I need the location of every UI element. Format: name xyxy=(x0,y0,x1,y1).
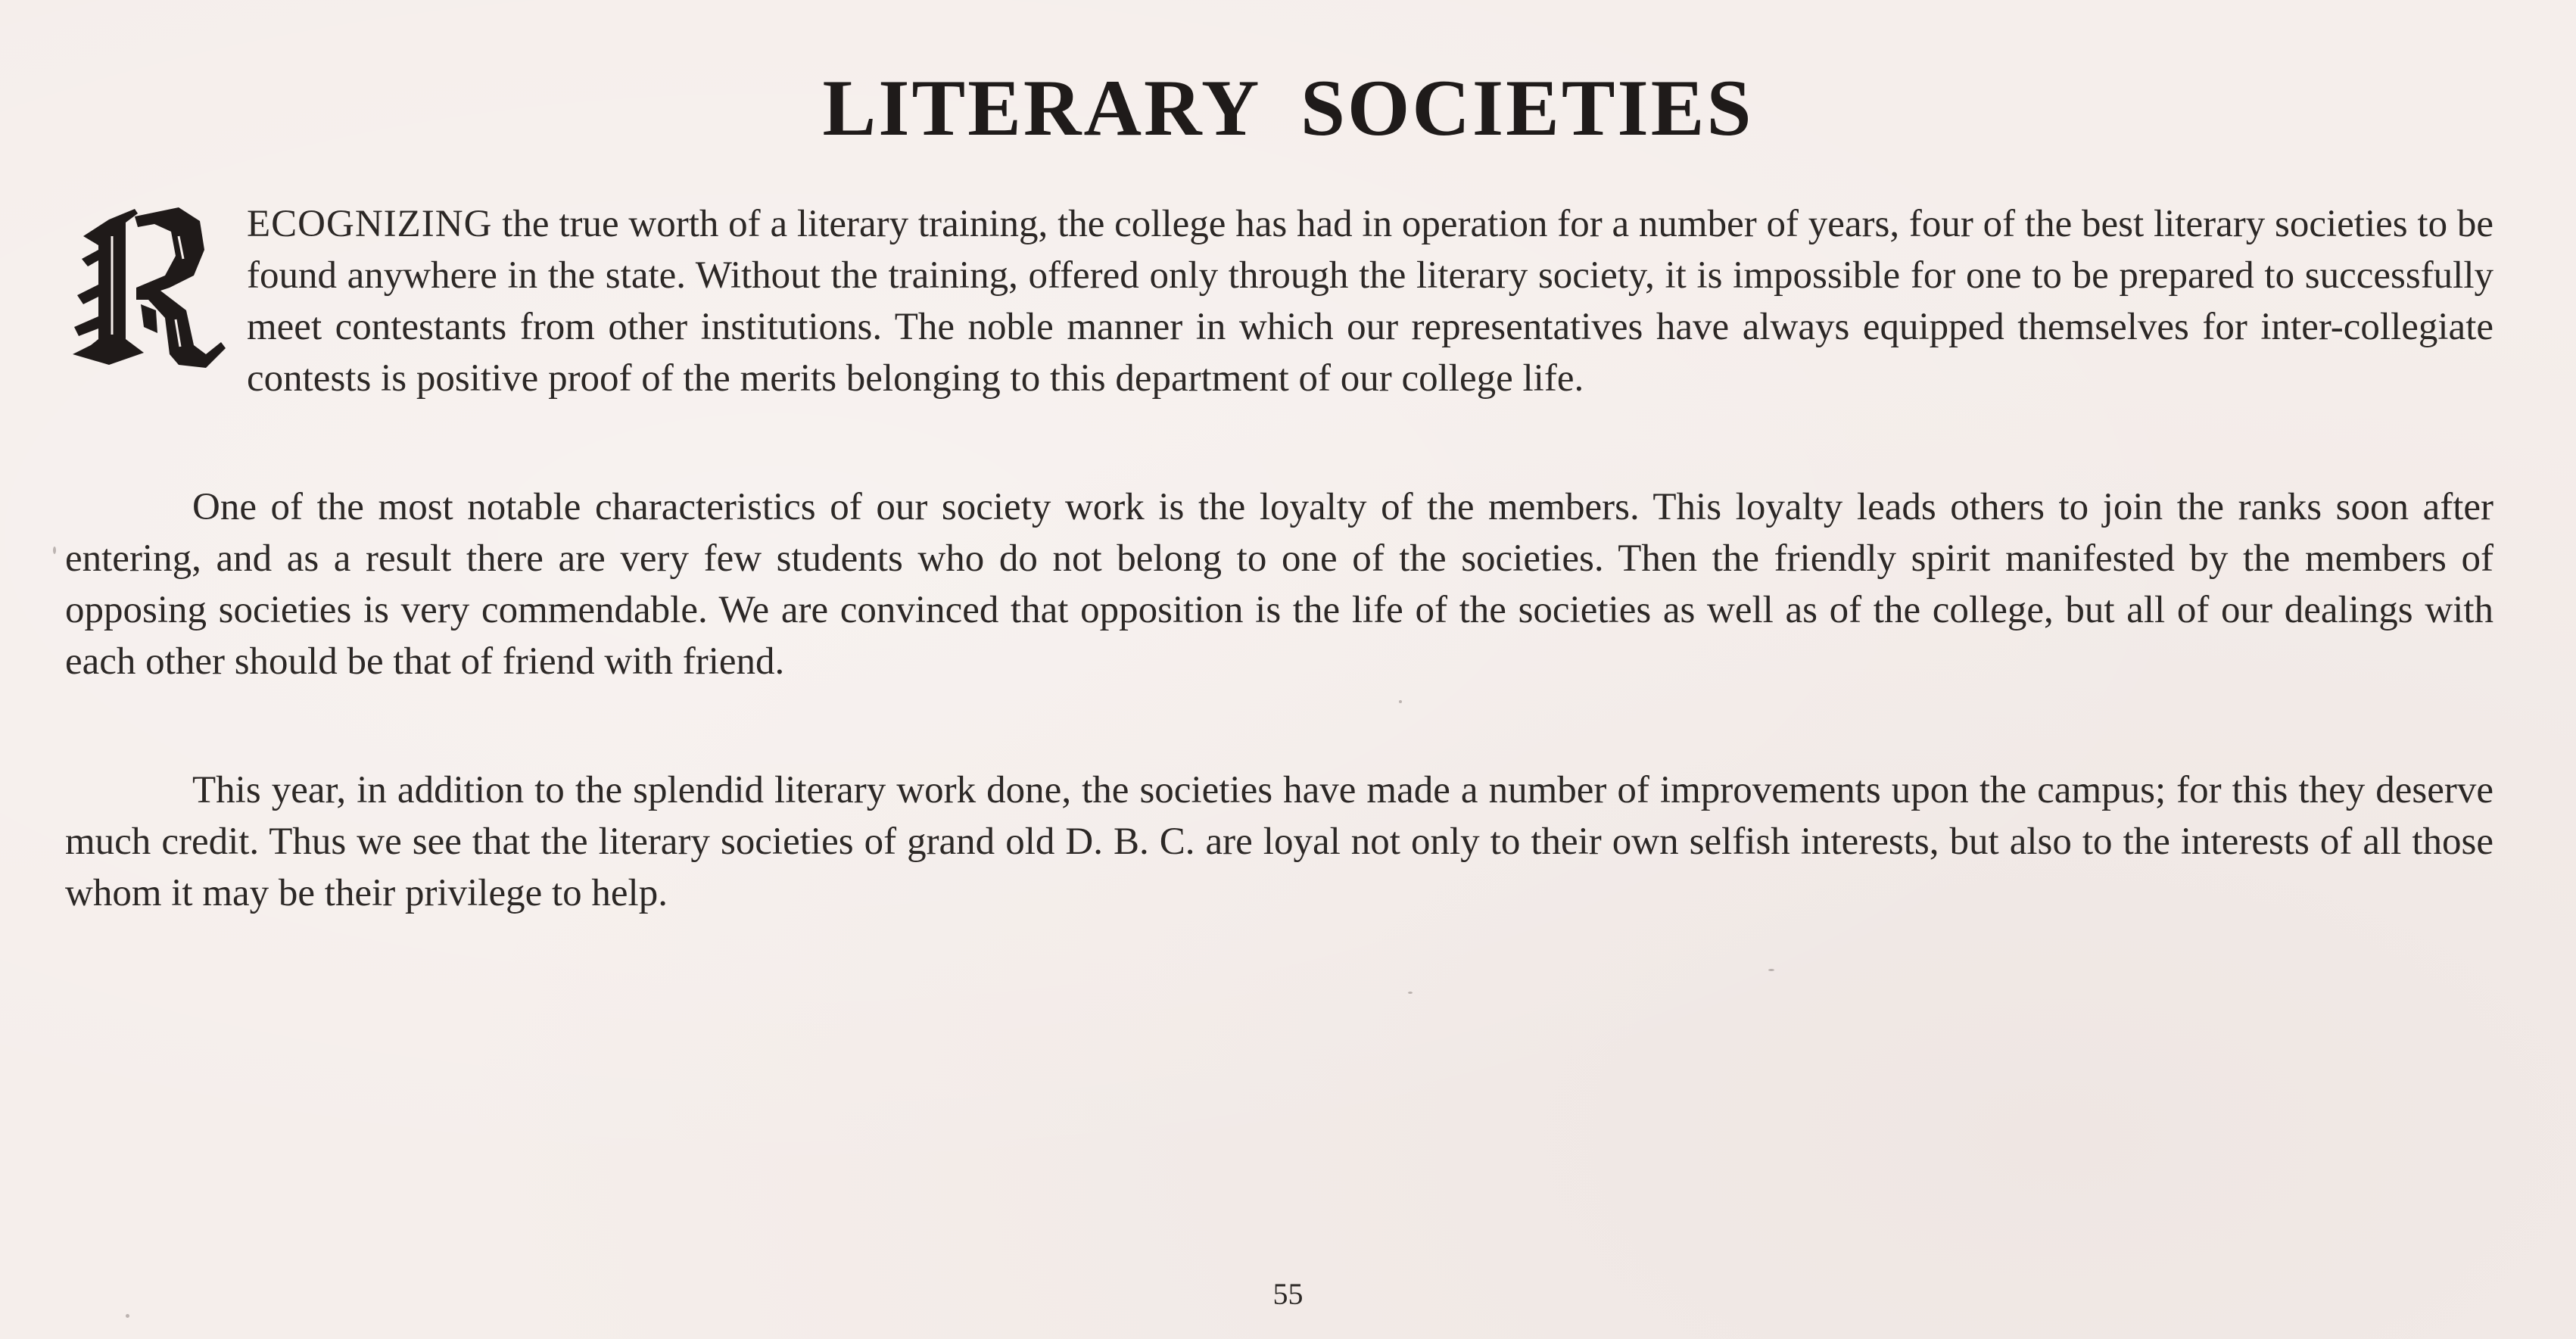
paragraph-improvements: This year, in addition to the splendid literary work done, the societies have made a number of improvements upon the campus; for this they deserve much credit. Thus we see that the literary societies of grand old D. B. C. are loyal not only to their own selfish interests, but also to the interests of all those whom it may be their privilege to help. xyxy=(65,769,2493,914)
decorative-dropcap-r xyxy=(65,206,230,371)
paper-speck xyxy=(1408,992,1413,994)
paper-speck xyxy=(1768,969,1774,971)
paragraph-intro xyxy=(65,198,2493,404)
blackletter-r-icon xyxy=(65,206,230,371)
paper-speck xyxy=(53,546,56,554)
paper-speck xyxy=(1399,700,1402,703)
page-number: 55 xyxy=(1272,1277,1304,1311)
lead-word: ECOGNIZING xyxy=(247,203,493,245)
paper-speck xyxy=(126,1314,129,1318)
paragraph-loyalty: One of the most notable characteristics of our society work is the loyalty of the members. This loyalty leads others to join the ranks soon after entering, and as a result there are very few students who do not belong to one of the societies. Then the friendly spirit manifested by the members of opposing societies is very commendable. We are convinced that opposition is the life of the societies as well as of the college, but all of our dealings with each other should be that of friend with friend. xyxy=(65,486,2493,683)
page-title: LITERARY SOCIETIES xyxy=(822,64,1754,152)
paragraph-intro-text: the true worth of a literary training, the college has had in operation for a number of years, four of the best literary societies to be found anywhere in the state. Without the training, offered only through the literary society, it is impossible for one to be prepared to successfully meet contestants from other institutions. The noble manner in which our representatives have always equipped themselves for inter-collegiate contests is positive proof of the merits belonging to this department of our college life. xyxy=(247,203,2493,400)
